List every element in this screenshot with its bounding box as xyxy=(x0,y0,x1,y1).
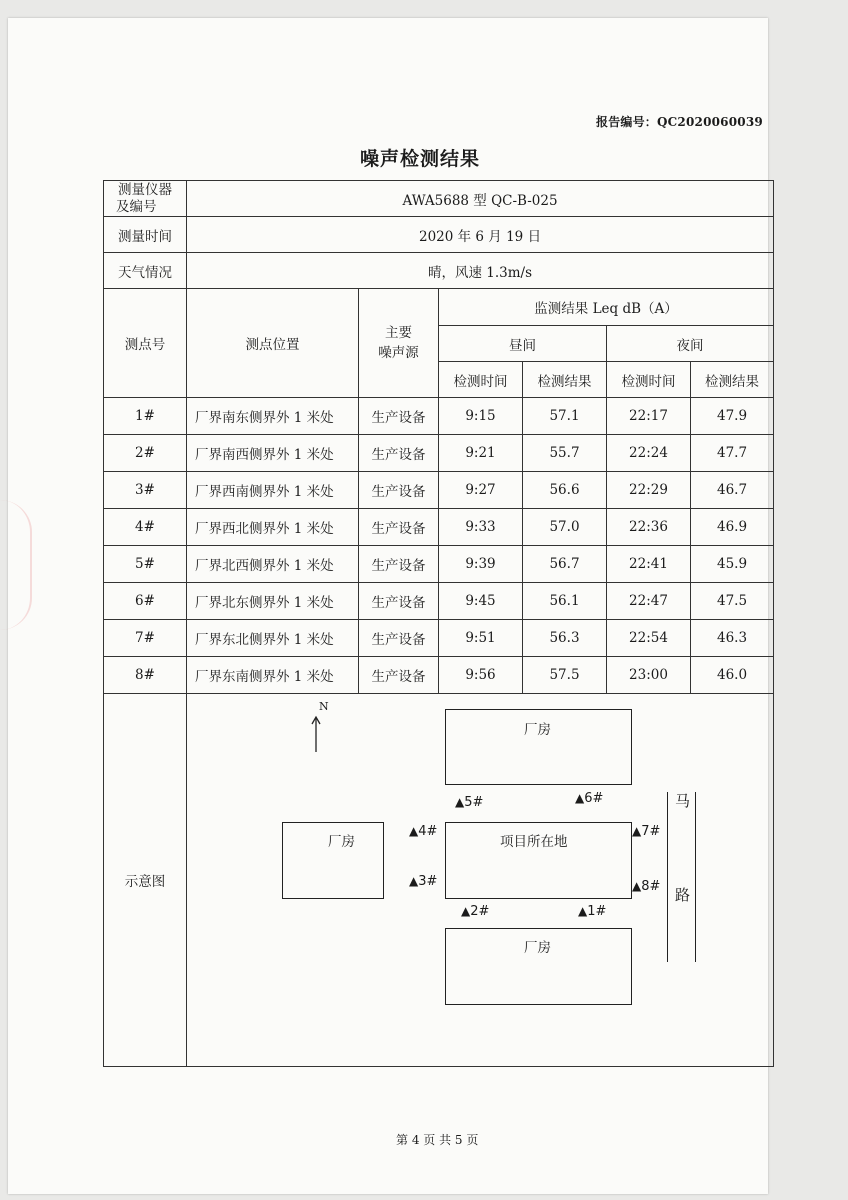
night-time: 22:54 xyxy=(607,620,691,657)
point-no: 7# xyxy=(104,620,187,657)
night-time: 22:36 xyxy=(607,509,691,546)
measure-time-value: 2020 年 6 月 19 日 xyxy=(187,217,774,253)
diagram-cell xyxy=(187,694,774,1067)
triangle-icon: ▲ xyxy=(409,824,419,838)
noise-results-table xyxy=(103,180,774,1067)
triangle-icon: ▲ xyxy=(578,904,588,918)
point-no: 4# xyxy=(104,509,187,546)
point-label: 5# xyxy=(464,795,484,810)
night-result: 46.0 xyxy=(691,657,774,694)
night-result: 47.7 xyxy=(691,435,774,472)
noise-source: 生产设备 xyxy=(359,657,439,694)
day-result-header: 检测结果 xyxy=(523,362,607,398)
project-site-label: 项目所在地 xyxy=(500,834,568,850)
point-marker-7 xyxy=(632,824,660,839)
road-label-2: 路 xyxy=(675,886,691,904)
day-result: 57.1 xyxy=(523,398,607,435)
night-result: 46.7 xyxy=(691,472,774,509)
table-row xyxy=(104,435,774,472)
triangle-icon: ▲ xyxy=(632,879,642,893)
triangle-icon: ▲ xyxy=(455,795,465,809)
table-row xyxy=(104,546,774,583)
instrument-label-line2: 及编号 xyxy=(116,198,157,215)
day-result: 56.3 xyxy=(523,620,607,657)
day-time: 9:15 xyxy=(439,398,523,435)
night-result: 46.3 xyxy=(691,620,774,657)
night-result: 47.9 xyxy=(691,398,774,435)
night-header: 夜间 xyxy=(607,326,774,362)
road-line-left xyxy=(667,792,668,962)
point-location: 厂界西南侧界外 1 米处 xyxy=(187,472,359,509)
point-marker-6 xyxy=(575,791,603,806)
point-label: 6# xyxy=(584,791,604,806)
day-time: 9:56 xyxy=(439,657,523,694)
location-header: 测点位置 xyxy=(187,289,359,398)
day-result: 56.6 xyxy=(523,472,607,509)
stamp-mark xyxy=(0,500,32,630)
point-label: 4# xyxy=(418,824,438,839)
night-result: 47.5 xyxy=(691,583,774,620)
page-title: 噪声检测结果 xyxy=(360,148,481,170)
noise-source: 生产设备 xyxy=(359,583,439,620)
instrument-label-cell xyxy=(104,181,187,217)
day-time-header: 检测时间 xyxy=(439,362,523,398)
diagram-row xyxy=(104,694,774,1067)
night-time: 22:17 xyxy=(607,398,691,435)
result-group-header: 监测结果 Leq dB（A） xyxy=(439,289,774,326)
day-time: 9:33 xyxy=(439,509,523,546)
table-row xyxy=(104,583,774,620)
table-row xyxy=(104,657,774,694)
table-row xyxy=(104,398,774,435)
point-no-header: 测点号 xyxy=(104,289,187,398)
page-number: 第 4 页 共 5 页 xyxy=(396,1133,479,1147)
point-location: 厂界南东侧界外 1 米处 xyxy=(187,398,359,435)
point-no: 5# xyxy=(104,546,187,583)
north-arrow-icon xyxy=(310,714,324,754)
measure-time-label: 测量时间 xyxy=(104,217,187,253)
instrument-value: AWA5688 型 QC-B-025 xyxy=(187,181,774,217)
table-row xyxy=(104,472,774,509)
factory-bottom-label: 厂房 xyxy=(524,940,551,956)
point-label: 2# xyxy=(470,904,490,919)
day-time: 9:51 xyxy=(439,620,523,657)
weather-value: 晴，风速 1.3m/s xyxy=(187,253,774,289)
triangle-icon: ▲ xyxy=(632,824,642,838)
factory-top-box xyxy=(445,709,632,785)
noise-source: 生产设备 xyxy=(359,620,439,657)
point-marker-4 xyxy=(409,824,437,839)
point-label: 1# xyxy=(587,904,607,919)
point-label: 8# xyxy=(641,879,661,894)
noise-source: 生产设备 xyxy=(359,509,439,546)
point-location: 厂界东北侧界外 1 米处 xyxy=(187,620,359,657)
table-row xyxy=(104,509,774,546)
day-header: 昼间 xyxy=(439,326,607,362)
triangle-icon: ▲ xyxy=(461,904,471,918)
point-label: 7# xyxy=(641,824,661,839)
source-header xyxy=(359,289,439,398)
night-time: 22:24 xyxy=(607,435,691,472)
point-label: 3# xyxy=(418,874,438,889)
day-result: 56.7 xyxy=(523,546,607,583)
factory-top-label: 厂房 xyxy=(524,722,551,738)
instrument-label-line1: 测量仪器 xyxy=(118,181,172,198)
point-location: 厂界东南侧界外 1 米处 xyxy=(187,657,359,694)
point-no: 1# xyxy=(104,398,187,435)
day-time: 9:21 xyxy=(439,435,523,472)
point-marker-2 xyxy=(461,904,489,919)
point-no: 6# xyxy=(104,583,187,620)
night-time: 22:47 xyxy=(607,583,691,620)
point-no: 8# xyxy=(104,657,187,694)
point-marker-1 xyxy=(578,904,606,919)
night-time: 22:41 xyxy=(607,546,691,583)
source-header-line2: 噪声源 xyxy=(378,345,419,361)
day-result: 56.1 xyxy=(523,583,607,620)
triangle-icon: ▲ xyxy=(575,791,585,805)
night-time: 23:00 xyxy=(607,657,691,694)
noise-source: 生产设备 xyxy=(359,472,439,509)
point-marker-5 xyxy=(455,795,483,810)
night-time: 22:29 xyxy=(607,472,691,509)
noise-source: 生产设备 xyxy=(359,546,439,583)
day-time: 9:45 xyxy=(439,583,523,620)
road-line-right xyxy=(695,792,696,962)
weather-label: 天气情况 xyxy=(104,253,187,289)
weather-row xyxy=(104,253,774,289)
point-location: 厂界西北侧界外 1 米处 xyxy=(187,509,359,546)
noise-source: 生产设备 xyxy=(359,435,439,472)
night-result: 46.9 xyxy=(691,509,774,546)
point-no: 3# xyxy=(104,472,187,509)
measure-time-row xyxy=(104,217,774,253)
road-label-1: 马 xyxy=(675,792,691,810)
noise-source: 生产设备 xyxy=(359,398,439,435)
header-row-1 xyxy=(104,289,774,326)
point-location: 厂界南西侧界外 1 米处 xyxy=(187,435,359,472)
day-time: 9:39 xyxy=(439,546,523,583)
night-time-header: 检测时间 xyxy=(607,362,691,398)
triangle-icon: ▲ xyxy=(409,874,419,888)
factory-left-box xyxy=(282,822,384,899)
factory-left-label: 厂房 xyxy=(328,834,355,850)
day-time: 9:27 xyxy=(439,472,523,509)
point-marker-3 xyxy=(409,874,437,889)
project-site-box xyxy=(445,822,632,899)
report-number-label: 报告编号： xyxy=(596,115,658,129)
source-header-line1: 主要 xyxy=(385,325,412,341)
point-no: 2# xyxy=(104,435,187,472)
table-row xyxy=(104,620,774,657)
report-number-value: QC2020060039 xyxy=(657,115,763,129)
night-result-header: 检测结果 xyxy=(691,362,774,398)
day-result: 57.0 xyxy=(523,509,607,546)
day-result: 55.7 xyxy=(523,435,607,472)
factory-bottom-box xyxy=(445,928,632,1005)
point-marker-8 xyxy=(632,879,660,894)
diagram-label: 示意图 xyxy=(104,694,187,1067)
report-number xyxy=(596,113,763,130)
point-location: 厂界北东侧界外 1 米处 xyxy=(187,583,359,620)
night-result: 45.9 xyxy=(691,546,774,583)
point-location: 厂界北西侧界外 1 米处 xyxy=(187,546,359,583)
instrument-row xyxy=(104,181,774,217)
site-diagram xyxy=(187,694,773,1066)
north-label: N xyxy=(319,700,329,713)
day-result: 57.5 xyxy=(523,657,607,694)
